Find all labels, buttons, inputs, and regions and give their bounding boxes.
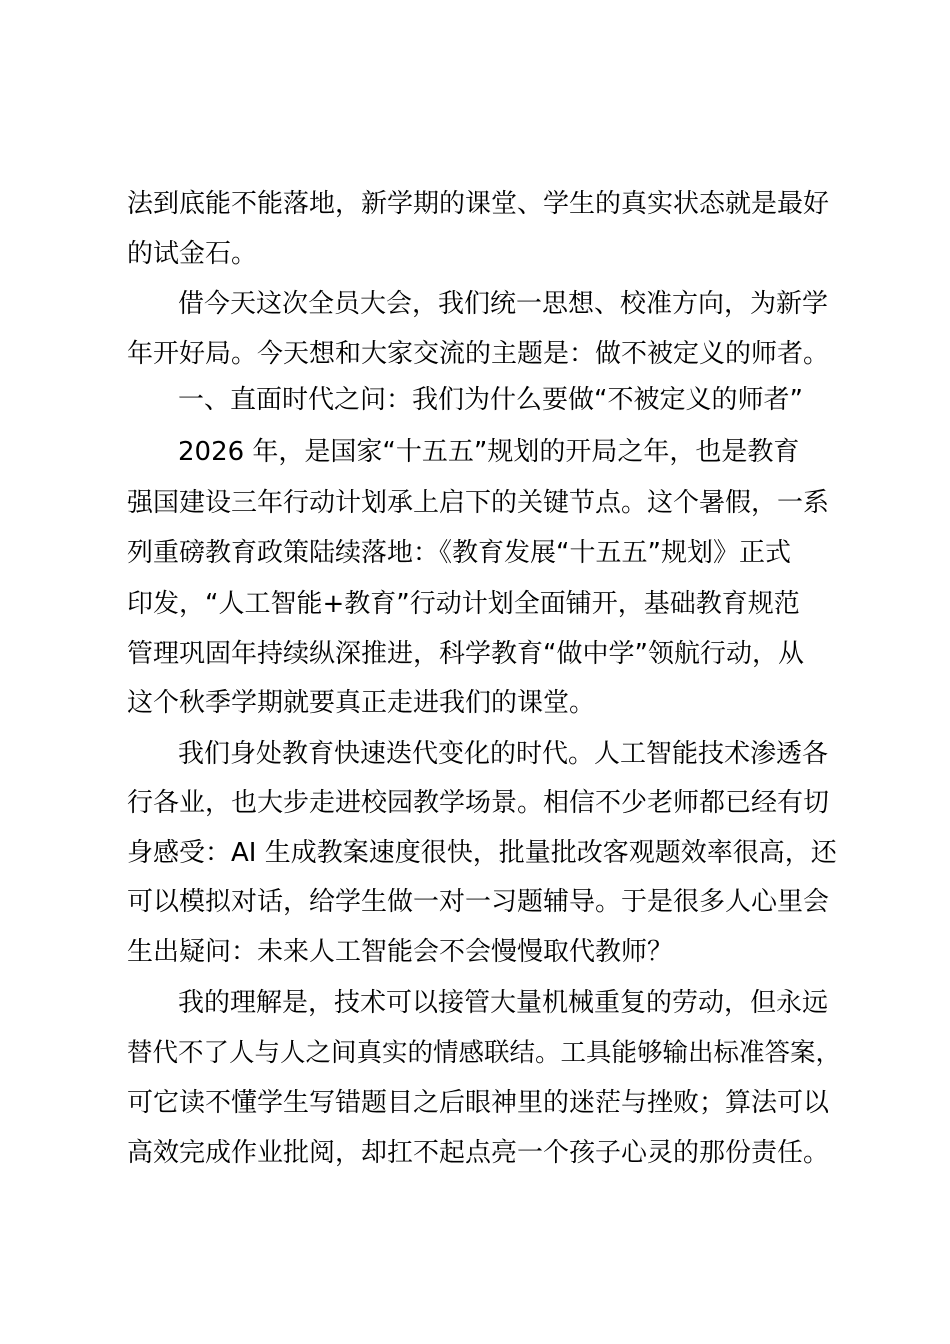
body-text-line: 的试金石。	[127, 239, 258, 269]
body-text-line: 强国建设三年行动计划承上启下的关键节点。这个暑假，一系	[127, 488, 830, 518]
body-text-line: 生出疑问：未来人工智能会不会慢慢取代教师？	[127, 937, 674, 967]
paragraph-first-line: 我的理解是，技术可以接管大量机械重复的劳动，但永远	[178, 988, 829, 1018]
body-text-line: 可它读不懂学生写错题目之后眼神里的迷茫与挫败；算法可以	[127, 1088, 830, 1118]
body-text-line: 法到底能不能落地，新学期的课堂、学生的真实状态就是最好	[127, 189, 830, 219]
section-heading: 一、直面时代之问：我们为什么要做“不被定义的师者”	[178, 385, 803, 415]
body-text-line: 列重磅教育政策陆续落地：《教育发展“十五五”规划》正式	[127, 538, 791, 568]
body-text-line: 这个秋季学期就要真正走进我们的课堂。	[127, 688, 596, 718]
body-text-line: 行各业，也大步走进校园教学场景。相信不少老师都已经有切	[127, 788, 830, 818]
body-text-line: 印发，“人工智能+教育”行动计划全面铺开，基础教育规范	[127, 589, 800, 619]
paragraph-first-line: 借今天这次全员大会，我们统一思想、校准方向，为新学	[178, 289, 829, 319]
body-text-line: 管理巩固年持续纵深推进，科学教育“做中学”领航行动，从	[127, 639, 804, 669]
body-text-line: 年开好局。今天想和大家交流的主题是：做不被定义的师者。	[127, 339, 830, 369]
paragraph-first-line: 我们身处教育快速迭代变化的时代。人工智能技术渗透各	[178, 739, 829, 769]
body-text-line: 身感受：AI 生成教案速度很快，批量批改客观题效率很高，还	[127, 838, 837, 868]
paragraph-first-line: 2026 年，是国家“十五五”规划的开局之年，也是教育	[178, 437, 800, 467]
body-text-line: 高效完成作业批阅，却扛不起点亮一个孩子心灵的那份责任。	[127, 1138, 830, 1168]
body-text-line: 替代不了人与人之间真实的情感联结。工具能够输出标准答案，	[127, 1038, 842, 1068]
body-text-line: 可以模拟对话，给学生做一对一习题辅导。于是很多人心里会	[127, 887, 830, 917]
